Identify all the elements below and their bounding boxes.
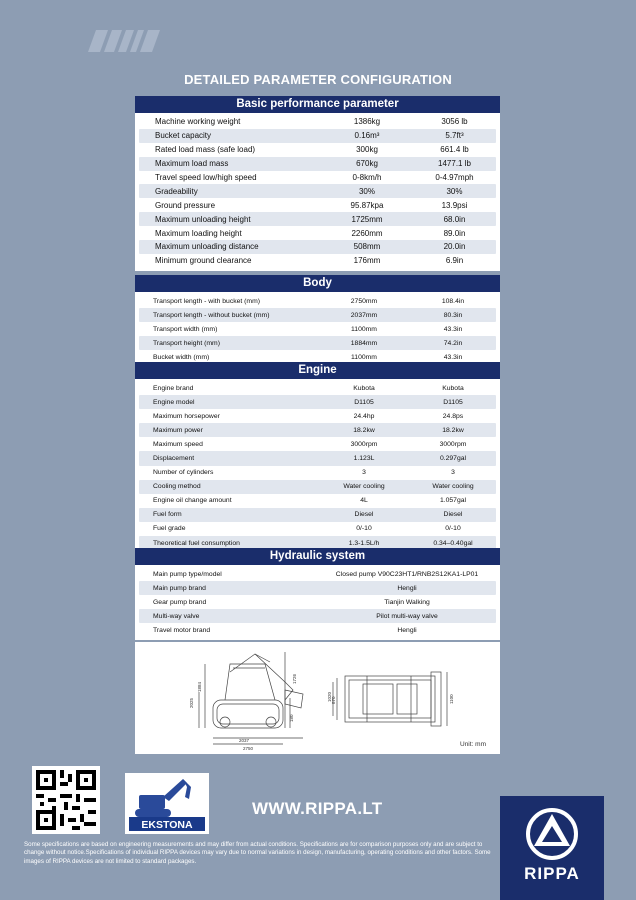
spec-value: Tianjin Walking [384,598,430,606]
spec-row [139,466,496,480]
spec-value-metric: 508mm [353,242,381,252]
qr-code-icon [32,766,100,834]
spec-row [139,522,496,536]
spec-value-imperial: 1477.1 lb [438,159,471,169]
spec-value-metric: 2750mm [350,297,378,305]
spec-row [139,409,496,423]
spec-row [139,143,496,157]
dim-label: 870 [331,696,336,704]
spec-value-metric: 1725mm [351,214,383,224]
spec-value-imperial: Kubota [442,384,464,392]
spec-value-imperial: 6.9in [445,256,464,266]
spec-value-imperial: 18.2kw [442,426,464,434]
spec-value-metric: 2260mm [351,228,383,238]
spec-value-metric: 24.4hp [353,412,375,420]
ekstona-logo [125,773,209,834]
excavator-icon [125,773,209,834]
spec-value-imperial: 108.4in [441,297,465,305]
qr-code[interactable] [32,766,100,834]
spec-label: Main pump brand [153,584,206,592]
spec-row [139,595,496,609]
spec-value-imperial: 0.297gal [439,455,467,463]
spec-row [139,198,496,212]
spec-label: Ground pressure [155,200,216,210]
spec-row [139,212,496,226]
hydraulic-section [135,548,500,640]
spec-value-metric: 1386kg [353,117,381,127]
spec-value-imperial: 3000rpm [439,440,467,448]
spec-row [139,171,496,185]
basic-rows [135,113,500,271]
dim-label: 180 [289,714,294,722]
spec-value-imperial: 13.9psi [441,200,468,210]
section-header: Body [135,275,500,292]
spec-row [139,129,496,143]
spec-label: Engine oil change amount [153,497,232,505]
spec-row [139,567,496,581]
rippa-emblem-icon [500,796,604,866]
website-link[interactable]: WWW.RIPPA.LT [252,799,383,818]
spec-value-imperial: 68.0in [443,214,466,224]
engine-section [135,362,500,553]
spec-label: Travel motor brand [153,626,211,634]
spec-value-metric: 670kg [356,159,378,169]
spec-value-imperial: Water cooling [432,483,474,491]
spec-value-metric: 3 [362,469,366,477]
spec-row [139,494,496,508]
spec-value-metric: Kubota [353,384,375,392]
dimension-drawing [135,642,500,754]
dim-label: 2750 [243,746,254,751]
body-section [135,275,500,367]
unit-label: Unit: mm [460,741,486,748]
spec-row [139,609,496,623]
spec-value-metric: Water cooling [343,483,385,491]
spec-label: Transport width (mm) [153,325,218,333]
spec-label: Displacement [153,455,195,463]
spec-row [139,254,496,268]
spec-label: Main pump type/model [153,570,222,578]
spec-label: Maximum unloading height [155,214,251,224]
hydraulic-rows [135,565,500,640]
spec-value-imperial: 0/-10 [445,525,461,533]
spec-label: Transport length - without bucket (mm) [153,311,270,319]
spec-value-imperial: 74.2in [443,339,463,347]
spec-row [139,381,496,395]
spec-value: Pilot multi-way valve [376,612,438,620]
spec-value-imperial: 30% [446,186,463,196]
spec-label: Transport length - with bucket (mm) [153,297,261,305]
spec-label: Number of cylinders [153,469,214,477]
dim-label: 1100 [449,694,454,704]
dim-label: 1020 [327,691,332,702]
dim-label: 2025 [189,697,194,708]
spec-value-metric: 176mm [353,256,381,266]
spec-label: Travel speed low/high speed [155,173,257,182]
spec-label: Fuel form [153,511,182,519]
rippa-wordmark: RIPPA [524,864,580,883]
machine-drawing-icon [135,642,500,754]
spec-row [139,157,496,171]
spec-label: Maximum loading height [155,228,242,238]
section-header: Hydraulic system [135,548,500,565]
spec-label: Maximum horsepower [153,412,220,420]
spec-label: Rated load mass (safe load) [155,145,256,155]
spec-row [139,395,496,409]
spec-row [139,623,496,637]
rippa-brand-logo [500,796,604,900]
spec-label: Maximum speed [153,440,203,448]
spec-label: Theoretical fuel consumption [153,539,240,547]
ekstona-text: EKSTONA [141,819,193,831]
spec-row [139,336,496,350]
spec-value-imperial: 1.057gal [439,497,467,505]
body-rows [135,292,500,367]
spec-value-metric: 300kg [356,145,378,155]
spec-label: Minimum ground clearance [155,256,252,266]
spec-value-imperial: D1105 [443,398,463,406]
spec-value-metric: 2037mm [350,311,378,319]
spec-label: Maximum power [153,426,203,434]
spec-label: Gradeability [155,186,198,196]
dim-label: 2037 [239,738,250,743]
spec-value-metric: D1105 [354,398,374,406]
spec-row [139,581,496,595]
spec-label: Fuel grade [153,525,186,533]
spec-row [139,480,496,494]
spec-label: Maximum load mass [155,159,229,169]
spec-value: Hengli [397,584,417,592]
spec-label: Transport height (mm) [153,339,220,347]
spec-value-imperial: 3 [451,469,455,477]
spec-row [139,226,496,240]
spec-row [139,308,496,322]
spec-value-metric: 0-8km/h [352,173,382,182]
spec-value-imperial: 80.3in [443,311,463,319]
spec-value-metric: 3000rpm [350,440,378,448]
spec-value: Closed pump V90C23HT1/RNB2S12KA1-LP01 [335,570,479,578]
dim-label: 1884 [197,681,202,692]
spec-row [139,322,496,336]
spec-value-metric: 0.16m³ [354,131,380,141]
page-title: DETAILED PARAMETER CONFIGURATION [184,72,452,87]
disclaimer-text: Some specifications are based on engineering measurements and may differ from actual conditions. Specifications are for comparison purposes only and are subject to change without notice.Specifications of individual RIPPA devices may vary due to normal variations in design, manufacturing, operating conditions and other factors. Some images of RIPPA devices are not limited to standard packages. [24,841,491,865]
spec-row [139,184,496,198]
spec-value-imperial: 5.7ft³ [445,131,464,141]
engine-rows [135,379,500,553]
rippa-stripes-logo [88,30,160,52]
spec-value-metric: 95.87kpa [350,200,384,210]
spec-value-imperial: Diesel [443,511,463,519]
spec-label: Maximum unloading distance [155,242,259,252]
spec-row [139,451,496,465]
spec-value-metric: 1100mm [351,325,377,333]
spec-value-imperial: 0.34–0.40gal [433,539,473,547]
spec-label: Bucket capacity [155,131,212,141]
spec-row [139,294,496,308]
spec-value: Hengli [397,626,417,634]
spec-value-metric: 4L [360,497,368,505]
spec-label: Multi-way valve [153,612,200,620]
spec-row [139,115,496,129]
section-header: Engine [135,362,500,379]
spec-label: Engine model [153,398,195,406]
spec-label: Engine brand [153,384,194,392]
spec-value-imperial: 24.8ps [442,412,464,420]
spec-value-imperial: 89.0in [443,228,466,238]
spec-value-metric: 1100mm [351,353,377,361]
spec-value-metric: 30% [358,186,375,196]
spec-value-imperial: 3056 lb [441,117,468,127]
spec-label: Cooling method [153,483,201,491]
spec-value-imperial: 661.4 lb [440,145,469,155]
spec-value-metric: 1.123L [353,455,375,463]
spec-row [139,508,496,522]
spec-row [139,437,496,451]
spec-value-imperial: 20.0in [443,242,466,252]
spec-label: Bucket width (mm) [153,353,210,361]
spec-value-metric: 18.2kw [353,426,375,434]
section-header: Basic performance parameter [135,96,500,113]
spec-row [139,423,496,437]
spec-label: Gear pump brand [153,598,207,606]
basic-performance-section [135,96,500,271]
spec-value-imperial: 0-4.97mph [435,173,474,182]
spec-label: Machine working weight [155,117,241,127]
spec-value-metric: 1.3-1.5L/h [348,539,380,547]
spec-value-metric: Diesel [354,511,374,519]
spec-value-imperial: 43.3in [443,325,463,333]
spec-value-imperial: 43.3in [443,353,463,361]
spec-value-metric: 0/-10 [356,525,372,533]
dim-label: 1726 [292,673,297,684]
spec-value-metric: 1884mm [350,339,378,347]
spec-row [139,240,496,254]
